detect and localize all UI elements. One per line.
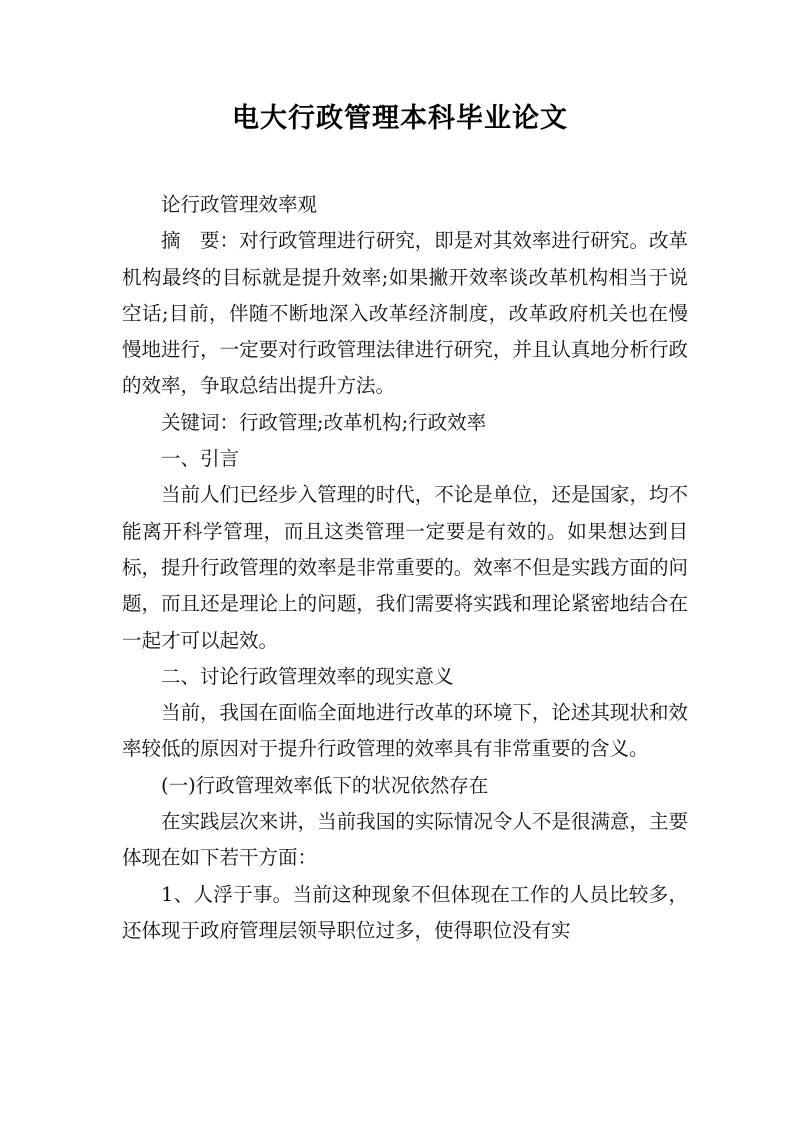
document-title: 电大行政管理本科毕业论文 bbox=[232, 103, 568, 134]
introduction-paragraph: 当前人们已经步入管理的时代，不论是单位，还是国家，均不能离开科学管理，而且这类管理一定要是有效的。如果想达到目标，提升行政管理的效率是非常重要的。效率不但是实践方面的问题，而且还是理论上的问题，我们需要将实践和理论紧密地结合在一起才可以起效。 bbox=[122, 483, 688, 652]
practice-paragraph: 在实践层次来讲，当前我国的实际情况令人不是很满意，主要体现在如下若干方面： bbox=[122, 810, 688, 870]
article-subtitle: 论行政管理效率观 bbox=[161, 193, 318, 216]
section-heading-introduction: 一、引言 bbox=[161, 447, 240, 471]
list-item-overstaffing: 1、人浮于事。当前这种现象不但体现在工作的人员比较多，还体现于政府管理层领导职位过多，使得职位没有实 bbox=[122, 882, 688, 942]
keywords-paragraph: 关键词：行政管理;改革机构;行政效率 bbox=[161, 410, 487, 434]
significance-paragraph: 当前，我国在面临全面地进行改革的环境下，论述其现状和效率较低的原因对于提升行政管理的效率具有非常重要的含义。 bbox=[122, 701, 688, 761]
abstract-paragraph: 摘 要：对行政管理进行研究，即是对其效率进行研究。改革机构最终的目标就是提升效率;如果撇开效率谈改革机构相当于说空话;目前，伴随不断地深入改革经济制度，改革政府机关也在慢慢地进行，一定要对行政管理法律进行研究，并且认真地分析行政的效率，争取总结出提升方法。 bbox=[122, 229, 688, 398]
section-heading-significance: 二、讨论行政管理效率的现实意义 bbox=[161, 664, 454, 688]
document-body bbox=[122, 187, 688, 949]
subsection-heading-low-efficiency: (一)行政管理效率低下的状况依然存在 bbox=[161, 773, 489, 797]
